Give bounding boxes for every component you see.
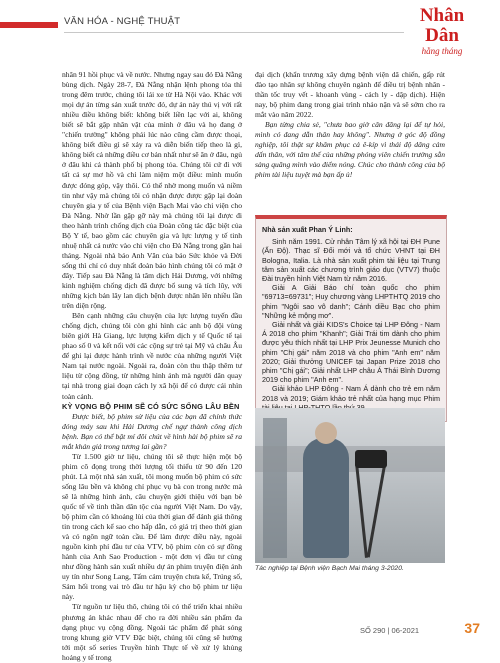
left-paragraph-4: Từ 1.500 giờ tư liệu, chúng tôi sẽ thực hiện một bộ phim cô đọng trong thời lượng tối thiểu từ 90 đến 120 phút. Là một nhà sản xuất, tôi mong muốn bộ phim có sức sống lâu bền và không chỉ phục vụ bà con trong nước mà sẽ là những hình ảnh, câu chuyện giới thiệu với bạn bè quốc tế về tinh thần dân tộc của người Việt Nam. Do vậy, bộ phim cần có khoảng lùi của thời gian để đánh giá thông tin trong cách kể sao cho hấp dẫn, có giá trị theo thời gian và có ngôn ngữ toàn cầu. Để làm được điều này, ngoài nguồn kinh phí đầu tư của VTV, bộ phim còn có sự đồng hành của Anh Sao Production - một đơn vị đầu tư cùng như đồng hành sản xuất nhiều dự án phim truyện điện ảnh uy tín như Song Lang, Tấm cám truyện chưa kể, Trúng số, Sám hối trong vai trò đầu tư hậu kỳ cho bộ phim tư liệu này. [62, 451, 242, 602]
photo-shelf [255, 446, 445, 472]
logo-tagline: hằng tháng [421, 46, 463, 56]
page-number: 37 [464, 620, 480, 636]
photo-person-head [315, 422, 337, 444]
left-paragraph-2: Bên cạnh những câu chuyện của lực lượng tuyến đầu chống dịch, chúng tôi còn ghi hình các anh bộ đội vùng biên giới Hà Giang, lực lượng kiểm dịch y tế Quốc tế tại phao số 0 và kết nối với các cộng sự trẻ tại Mỹ và châu Âu để ghi lại được hành trình về nước của những người Việt Nam tại nước ngoài. Ngoài ra, đoàn còn thu thập thêm tư liệu từ cộng đồng, từ những hình ảnh mà người dân quay tại nhà trong giai đoạn cách ly xã hội để có được cái nhìn toàn cảnh. [62, 311, 242, 401]
right-paragraph-1: đại dịch (khẩn trương xây dựng bệnh viện dã chiến, gấp rút đào tạo nhân sự không chuyên ngành để điều trị bệnh nhân - thần tốc truy vết - khoanh vùng - cách ly - dập dịch). Hiện nay, bộ phim đang trong giai trình nhảo nặn và sẽ sớm cho ra mắt vào năm 2022. [255, 70, 445, 120]
left-paragraph-5: Từ nguồn tư liệu thô, chúng tôi có thể triển khai nhiều phương án khác nhau để cho ra đời nhiều sản phẩm đa dạng phục vụ cộng đồng. Ngoài tác phẩm để phát sóng trong khung giờ VTV Đặc biệt, chúng tôi cũng sẽ hướng tới một số series Truyền hình Thực tế về xử lý khủng hoảng y tế trong [62, 602, 242, 662]
photo-equipment-stand [263, 418, 287, 558]
profile-item: Giải nhất và giải KIDS's Choice tại LHP Đông - Nam Á 2018 cho phim "Khanh"; Giải Trái tim dành cho phim được yêu thích nhất tại LHP Prix Jeunesse Munich cho phim "Chị gái" năm 2018 và cho phim "Anh em" năm 2020; Giải thưởng UNICEF tại Japan Prize 2018 cho phim "Chị gái"; Giải nhất LHP châu Á Thái Bình Dương 2019 cho phim "Anh em". [262, 320, 440, 385]
photo-person [303, 438, 349, 558]
right-column [255, 70, 445, 181]
issue-number: SỐ 290 | 06-2021 [360, 626, 420, 635]
logo-name: Nhân Dân [419, 5, 465, 46]
section-label: VĂN HÓA - NGHỆ THUẬT [64, 16, 181, 27]
interview-closing-question: Bạn từng chia sẻ, "chưa bao giờ cân đăng lại để tự hỏi, mình có đang dẫn thân hay không". Nhưng ở góc độ đồng nghiệp, tôi thật sự khâm phục cả ê-kíp vì thái độ dâng cảm dấn thân, với tâm thế của những phóng viên chiến trường sẵn sàng quăng mình vào điểm nóng. Chúc cho thành công của bộ phim tài liệu tuyệt mà bạn ấp ủ! [255, 120, 445, 180]
hospital-filming-photo [255, 408, 445, 563]
left-column [62, 70, 242, 663]
page-header [0, 0, 500, 56]
header-divider [64, 32, 404, 33]
profile-item: Giải A Giải Báo chí toàn quốc cho phim "69713=69731"; Huy chương vàng LHPTHTQ 2019 cho phim "Ngôi sao vô danh"; Cánh diều Bạc cho phim "Những kẻ mộng mơ". [262, 283, 440, 320]
interview-question: Được biết, bộ phim sử liệu của các bạn đã chính thức đóng máy sau khi Hải Dương chế ngự thành công dịch bệnh. Bạn có thể bật mí đôi chút về hình hài bộ phim sẽ ra mắt khán giả trong tương lai gần? [62, 411, 242, 451]
section-heading: KỲ VỌNG BỘ PHIM SẼ CÓ SỨC SỐNG LÂU BỀN [62, 401, 240, 411]
profile-item: Sinh năm 1991. Cử nhân Tâm lý xã hội tại ĐH Pune (Ấn Độ). Thạc sĩ Đổi mới và tổ chức VHNT tại ĐH Bologna, Italia. Là nhà sản xuất phim tài liệu tại Trung tâm sản xuất các chương trình giáo dục (VTV7) thuộc Đài truyền hình Việt Nam từ năm 2016. [262, 237, 440, 284]
photo-tripod-leg [355, 463, 368, 558]
left-paragraph-1: nhân 91 hồi phục và về nước. Nhưng ngay sau đó Đà Nẵng bùng dịch. Ngày 28-7, Đà Nẵng nhận lệnh phong tỏa thì trong đêm trước, chúng tôi lái xe từ Hà Nội vào. Khác với mọi dự án từng sản xuất trước đó, dự án này thú vị với rất nhiều điều không biết: không biết liền lạc với ai, không biết sẽ bắt gặp nhân vật của mình ở đâu và họ đang ở "chiến trường" không phải lúc nào cũng cầm được thoại, không biết điều gì sẽ xảy ra và diễn biến tiếp theo là gì, không biết cả những điều cơ bản nhất như sẽ ăn ở đâu, ngủ ở đâu khi cả thành phố bị phong tỏa. Chúng tôi cứ đi với tất cả sự mơ hồ và chỉ làm niệm một điều: mình muốn được đóng góp, vậy thôi. Có thể nhờ mong muốn và niềm tin như vậy mà chúng tôi có nhận được được gặp lại đoàn chuyên gia y tế của Bệnh viện Bạch Mai vào chi viện cho Đà Nẵng. Nhờ lần gặp gỡ này mà chúng tôi lại được đi theo hành trình chống dịch của Đoàn công tác đặc biệt của Bộ Y tế, bao gồm các chuyên gia và lực lượng y tế tinh nhuệ nhất cả nước vào chi viện cho Đà Nẵng trong gần hai tháng. Ngoài nhà báo Anh Văn của báo Sức khỏe và Đời sống thì chỉ có duy nhất đoàn báo hình chúng tôi có mặt ở đây. Tiếp sau Đà Nẵng là tâm dịch Hải Dương, với những kinh nghiệm chống dịch đã được bổ sung và tích lũy, với những kịch bản lây lan dịch bệnh được nhân lên nhiều lần trên diện rộng. [62, 70, 242, 311]
photo-caption: Tác nghiệp tại Bệnh viện Bạch Mai tháng 3-2020. [255, 565, 404, 572]
profile-item: Giải khảo LHP Đông - Nam Á dành cho trẻ em năm 2018 và 2019; Giám khảo trẻ nhất của hạng mục Phim [262, 384, 440, 403]
profile-title: Nhà sản xuất Phan Ý Linh: [262, 225, 353, 234]
photo-tripod-leg [367, 463, 386, 557]
section-accent-bar [0, 22, 58, 28]
profile-box [255, 215, 447, 422]
page-footer [360, 622, 480, 638]
publication-logo [405, 5, 479, 56]
photo-camera [355, 450, 387, 468]
